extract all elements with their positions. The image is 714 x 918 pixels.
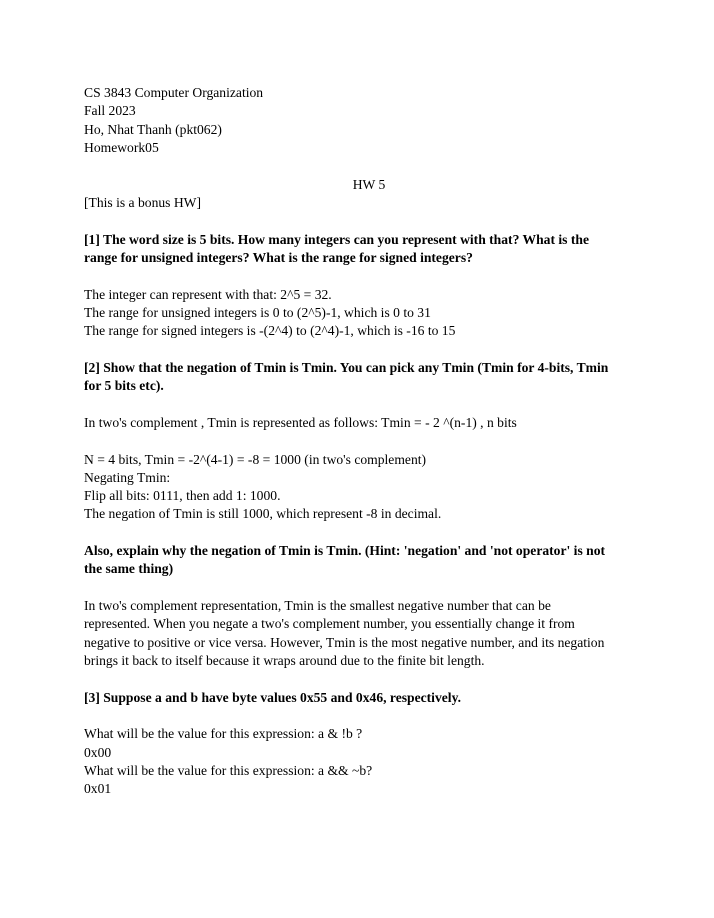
question-2-text-line-1: [2] Show that the negation of Tmin is Tmin. You can pick any Tmin (Tmin for 4-bits, Tmin <box>84 359 609 375</box>
header-block <box>84 84 644 157</box>
answer-2-explanation-line-4: brings it back to itself because it wraps around due to the finite bit length. <box>84 652 485 668</box>
spacer <box>84 707 644 725</box>
answer-2-explanation-line-2: represented. When you negate a two's complement number, you essentially change it from <box>84 616 575 632</box>
spacer <box>84 267 644 285</box>
question-3-answer-1: 0x00 <box>84 744 112 760</box>
question-3-text: [3] Suppose a and b have byte values 0x55 and 0x46, respectively. <box>84 689 462 705</box>
answer-2-work-line-4: The negation of Tmin is still 1000, which represent -8 in decimal. <box>84 506 442 522</box>
term: Fall 2023 <box>84 103 136 119</box>
spacer <box>84 212 644 230</box>
question-2-followup-line-2: the same thing) <box>84 561 174 577</box>
assignment-name: Homework05 <box>84 139 159 155</box>
question-2-text-line-2: for 5 bits etc). <box>84 378 164 394</box>
question-3 <box>84 689 644 799</box>
spacer <box>84 670 644 688</box>
answer-2-work-line-3: Flip all bits: 0111, then add 1: 1000. <box>84 488 281 504</box>
course-name: CS 3843 Computer Organization <box>84 85 264 100</box>
answer-2-intro: In two's complement , Tmin is represented as follows: Tmin = - 2 ^(n-1) , n bits <box>84 414 517 430</box>
answer-2-explanation-line-1: In two's complement representation, Tmin is the smallest negative number that can be <box>84 598 551 614</box>
spacer <box>84 340 644 358</box>
spacer <box>84 524 644 542</box>
answer-1-line-2: The range for unsigned integers is 0 to (2^5)-1, which is 0 to 31 <box>84 304 431 320</box>
document-title: HW 5 <box>352 176 386 192</box>
spacer <box>84 157 644 175</box>
question-1 <box>84 231 644 341</box>
document-page <box>84 84 644 799</box>
question-3-answer-2: 0x01 <box>84 781 112 797</box>
question-2 <box>84 359 644 670</box>
question-2-followup-line-1: Also, explain why the negation of Tmin is Tmin. (Hint: 'negation' and 'not operator' is not <box>84 543 606 559</box>
spacer <box>84 432 644 450</box>
question-3-prompt-1: What will be the value for this expression: a & !b ? <box>84 726 363 742</box>
answer-1-line-1: The integer can represent with that: 2^5 = 32. <box>84 286 332 302</box>
question-1-text-line-2: range for unsigned integers? What is the range for signed integers? <box>84 249 473 265</box>
bonus-note: [This is a bonus HW] <box>84 194 202 210</box>
question-1-text-line-1: [1] The word size is 5 bits. How many integers can you represent with that? What is the <box>84 231 589 247</box>
question-3-prompt-2: What will be the value for this expression: a && ~b? <box>84 762 373 778</box>
answer-2-work-line-2: Negating Tmin: <box>84 469 171 485</box>
answer-2-work-line-1: N = 4 bits, Tmin = -2^(4-1) = -8 = 1000 (in two's complement) <box>84 451 427 467</box>
spacer <box>84 395 644 413</box>
spacer <box>84 579 644 597</box>
answer-1-line-3: The range for signed integers is -(2^4) to (2^4)-1, which is -16 to 15 <box>84 323 456 339</box>
answer-2-explanation-line-3: negative to positive or vice versa. However, Tmin is the most negative number, and its negation <box>84 634 605 650</box>
student-name: Ho, Nhat Thanh (pkt062) <box>84 121 222 137</box>
